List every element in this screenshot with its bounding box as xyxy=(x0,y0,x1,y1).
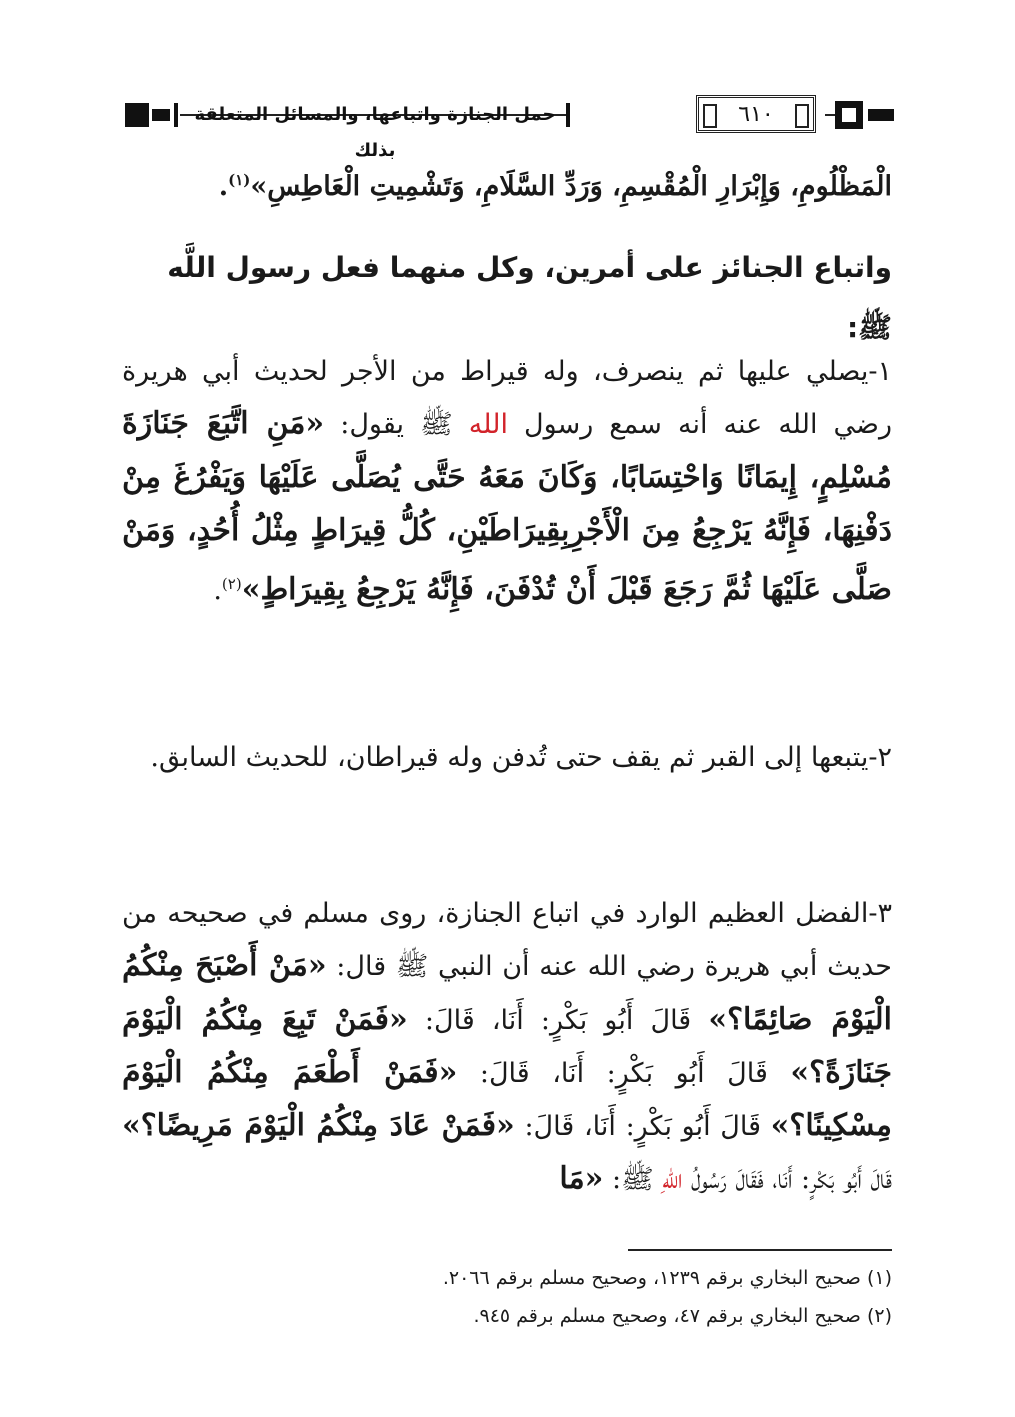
page-number: ٦١٠ xyxy=(738,101,774,127)
hadith-quote: «فَمَنْ أَطْعَمَ مِنْكُمُ الْيَوْمَ مِسْكِينًا؟» xyxy=(122,1054,892,1144)
header-ornament-square xyxy=(125,103,149,127)
running-title: حمل الجنازة واتباعها، والمسائل المتعلقة بذلك xyxy=(194,104,556,161)
item-text: قَالَ أَبُو بَكْرٍ: أَنَا، فَقَالَ رَسُولُ xyxy=(682,1164,892,1196)
header-ornament-bar xyxy=(868,109,894,121)
header-ornament-hollow-square xyxy=(835,101,863,129)
page-header xyxy=(120,93,896,161)
hadith-quote: «فَمَنْ عَادَ مِنْكُمُ الْيَوْمَ مَرِيضًا؟» xyxy=(122,1108,515,1144)
item-number: ٢- xyxy=(868,742,892,773)
header-ornament-bar xyxy=(152,109,170,121)
hadith-quote: «فَمَنْ تَبِعَ مِنْكُمُ الْيَوْمَ جَنَازَةً؟» xyxy=(122,1001,893,1090)
hadith-quote: «مَنِ اتَّبَعَ جَنَازَةَ مُسْلِمٍ، إِيمَانًا وَاحْتِسَابًا، وَكَانَ مَعَهُ حَتَّى يُصَلَّى عَلَيْهَا وَيَفْرُغَ مِنْ دَفْنِهَا، فَإِنَّهُ يَرْجِعُ مِنَ الْأَجْرِبِقِيرَاطَيْنِ، كُلُّ قِيرَاطٍ مِثْلُ أُحُدٍ، وَمَنْ صَلَّى عَلَيْهَا ثُمَّ رَجَعَ قَبْلَ أَنْ تُدْفَنَ، فَإِنَّهُ يَرْجِعُ بِقِيرَاطٍ» xyxy=(122,406,892,608)
item-number: ١- xyxy=(868,356,892,387)
list-item xyxy=(122,346,892,617)
highlighted-word: الله xyxy=(468,409,508,441)
footnote: (١) صحيح البخاري برقم ١٢٣٩، وصحيح مسلم برقم ٢٠٦٦. xyxy=(442,1267,892,1289)
item-text: يصلي عليها ثم ينصرف، وله قيراط من الأجر لحديث أبي هريرة رضي الله عنه أنه سمع رسول xyxy=(122,356,892,441)
continuation-line: الْمَظْلُومِ، وَإِبْرَارِ الْمُقْسِمِ، وَرَدِّ السَّلَامِ، وَتَشْمِيتِ الْعَاطِسِ»$^{(١)}$. xyxy=(218,171,892,202)
list-item xyxy=(122,732,892,784)
footnote: (٢) صحيح البخاري برقم ٤٧، وصحيح مسلم برقم ٩٤٥. xyxy=(473,1305,892,1327)
item-text: ﷺ: xyxy=(603,1164,663,1196)
item-text: قَالَ أَبُو بَكْرٍ: أَنَا، قَالَ: xyxy=(514,1111,771,1143)
header-ornament-tick xyxy=(174,103,178,127)
item-text: قَالَ أَبُو بَكْرٍ: أَنَا، قَالَ: xyxy=(457,1057,791,1089)
hadith-quote: «مَا xyxy=(559,1161,604,1197)
list-item xyxy=(122,888,892,1207)
footnote-rule xyxy=(628,1249,892,1251)
footnote-ref: (٢) xyxy=(221,575,242,594)
footnote-ref: (١) xyxy=(228,171,251,189)
highlighted-word: اللهِ xyxy=(662,1164,683,1196)
item-text: يتبعها إلى القبر ثم يقف حتى تُدفن وله قيراطان، للحديث السابق. xyxy=(150,742,869,773)
header-ornament-tick xyxy=(566,103,570,127)
item-text: ﷺ يقول: xyxy=(324,409,469,441)
hadith-quote: «مَنْ أَصْبَحَ مِنْكُمُ الْيَوْمَ صَائِمًا؟» xyxy=(122,948,892,1037)
item-number: ٣- xyxy=(868,898,892,929)
continuation-text: الْمَظْلُومِ، وَإِبْرَارِ الْمُقْسِمِ، وَرَدِّ السَّلَامِ، وَتَشْمِيتِ الْعَاطِسِ» xyxy=(250,171,892,202)
item-text: قَالَ أَبُو بَكْرٍ: أَنَا، قَالَ: xyxy=(407,1004,709,1036)
section-heading: واتباع الجنائز على أمرين، وكل منهما فعل رسول اللَّه ﷺ: xyxy=(167,251,892,344)
item-text: الفضل العظيم الوارد في اتباع الجنازة، روى مسلم في صحيحه من حديث أبي هريرة رضي الله عنه أن النبي ﷺ قال: xyxy=(122,898,892,983)
punctuation: . xyxy=(213,575,222,607)
page-number-frame xyxy=(696,95,816,133)
